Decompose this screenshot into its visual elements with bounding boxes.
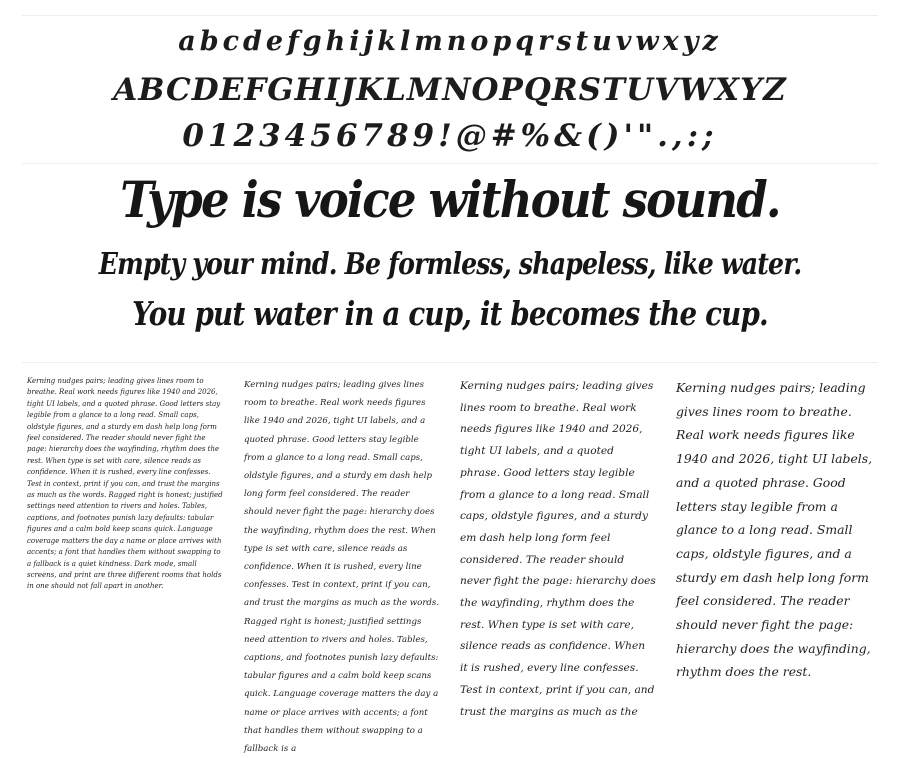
display-line-2: Empty your mind. Be formless, shapeless, like water.: [98, 247, 802, 282]
paragraph-column-4: Kerning nudges pairs; leading gives lines room to breathe. Real work needs figures like 1940 and 2026, tight UI labels, and a quoted phrase. Good letters stay legible from a glance to a long read. Small caps, oldstyle figures, and a sturdy em dash help long form feel considered. The reader should never fight the page: hierarchy does the wayfinding, rhythm does the rest.: [676, 380, 873, 680]
top-divider: [22, 15, 878, 16]
display-line-1: Type is voice without sound.: [120, 170, 780, 229]
glyph-divider: [22, 163, 878, 164]
lowercase-alphabet: abcdefghijklmnopqrstuvwxyz: [178, 26, 722, 57]
figures-punctuation: 0123456789!@#%&()'".,:;: [182, 118, 718, 154]
paragraph-column-3: Kerning nudges pairs; leading gives lines room to breathe. Real work needs figures like 1940 and 2026, tight UI labels, and a quoted phrase. Good letters stay legible from a glance to a long read. Small caps, oldstyle figures, and a sturdy em dash help long form feel considered. The reader should never fight the page: hierarchy does the wayfinding, rhythm does the rest. When type is set with care, silence reads as confidence. When it is rushed, every line confesses. Test in context, print if you can, and trust the margins as much as the: [460, 380, 656, 718]
paragraph-column-2: Kerning nudges pairs; leading gives lines room to breathe. Real work needs figures like 1940 and 2026, tight UI labels, and a quoted phrase. Good letters stay legible from a glance to a long read. Small caps, oldstyle figures, and a sturdy em dash help long form feel considered. The reader should never fight the page: hierarchy does the wayfinding, rhythm does the rest. When type is set with care, silence reads as confidence. When it is rushed, every line confesses. Test in context, print if you can, and trust the margins as much as the words. Ragged right is honest; justified settings need attention to rivers and holes. Tables, captions, and footnotes punish lazy defaults: tabular figures and a calm bold keep scans quick. Language coverage matters the day a name or place arrives with accents; a font that handles them without swapping to a fallback is a: [244, 380, 440, 755]
uppercase-alphabet: ABCDEFGHIJKLMNOPQRSTUVWXYZ: [113, 72, 787, 108]
paragraph-column-1: Kerning nudges pairs; leading gives lines room to breathe. Real work needs figures like 1940 and 2026, tight UI labels, and a quoted phrase. Good letters stay legible from a glance to a long read. Small caps, oldstyle figures, and a sturdy em dash help long form feel considered. The reader should never fight the page: hierarchy does the wayfinding, rhythm does the rest. When type is set with care, silence reads as confidence. When it is rushed, every line confesses. Test in context, print if you can, and trust the margins as much as the words. Ragged right is honest; justified settings need attention to rivers and holes. Tables, captions, and footnotes punish lazy defaults: tabular figures and a calm bold keep scans quick. Language coverage matters the day a name or place arrives with accents; a font that handles them without swapping to a fallback is a quiet kindness. Dark mode, small screens, and print are three different rooms that holds in one should not fall apart in another.: [27, 377, 223, 591]
display-line-3: You put water in a cup, it becomes the cup.: [132, 294, 768, 333]
display-divider: [22, 362, 878, 363]
